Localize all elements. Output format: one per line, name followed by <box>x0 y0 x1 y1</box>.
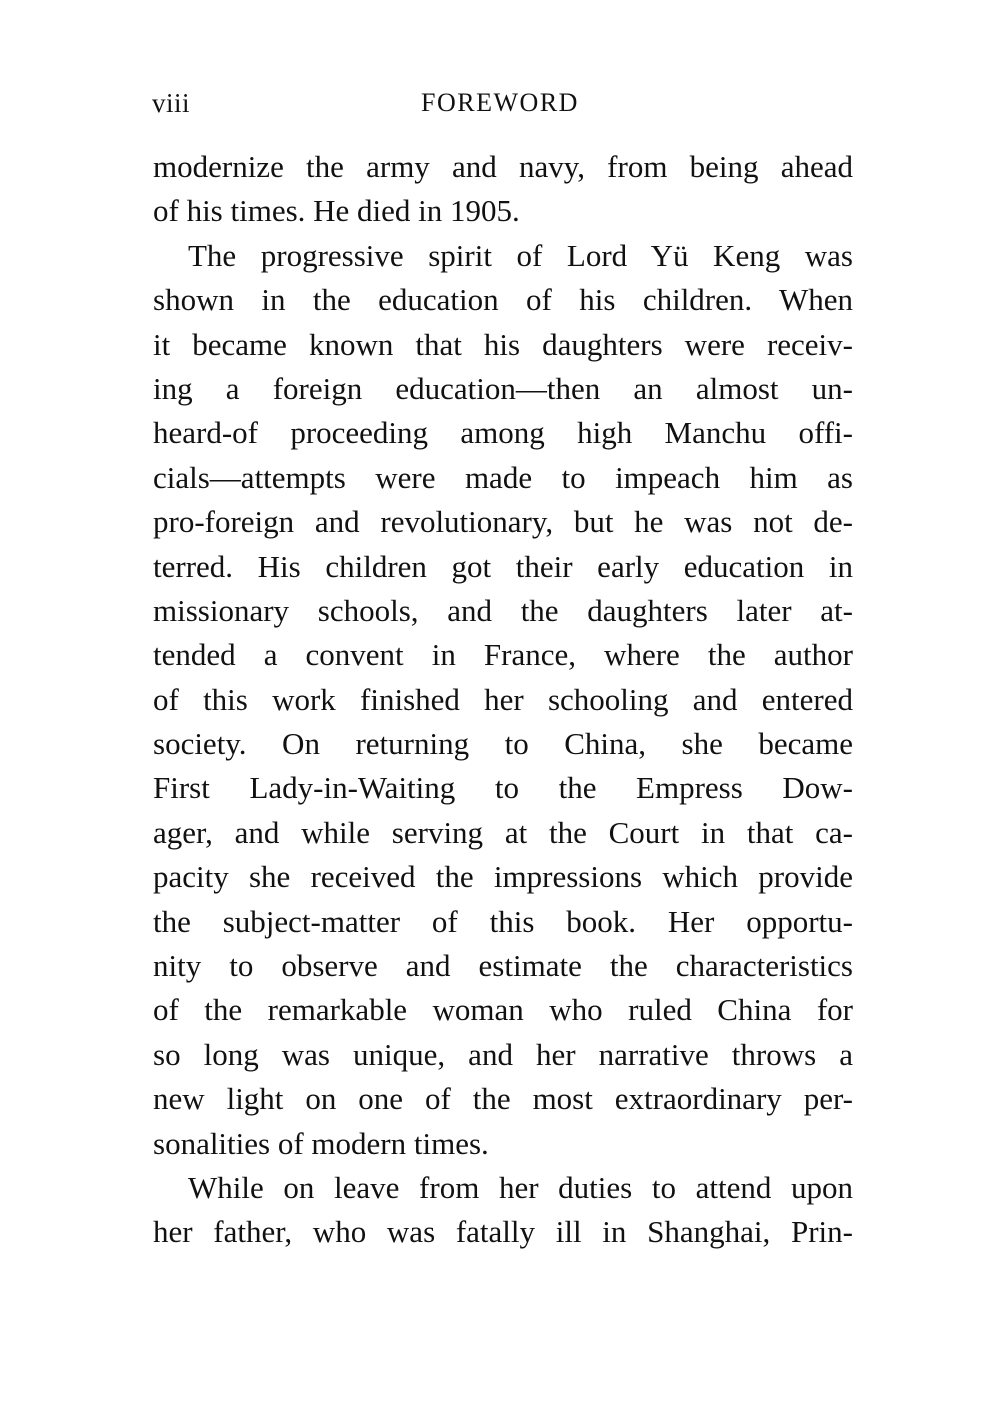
text-line: The progressive spirit of Lord Yü Keng was <box>188 237 853 273</box>
text-line: pro-foreign and revolutionary, but he was not de- <box>153 504 853 540</box>
text-line: terred. His children got their early education in <box>153 548 853 584</box>
page-number: viii <box>152 88 191 118</box>
text-line: ing a foreign education—then an almost un- <box>153 370 853 406</box>
text-line: modernize the army and navy, from being ahead <box>153 149 853 184</box>
text-line: pacity she received the impressions which provide <box>153 859 853 895</box>
text-line: of this work finished her schooling and entered <box>153 681 853 717</box>
text-line: society. On returning to China, she became <box>153 726 853 762</box>
text-line: it became known that his daughters were receiv- <box>153 326 853 362</box>
running-title: FOREWORD <box>421 88 579 117</box>
text-line: missionary schools, and the daughters later at- <box>153 592 853 628</box>
text-line: tended a convent in France, where the author <box>153 637 853 673</box>
text-line: her father, who was fatally ill in Shanghai, Prin- <box>153 1214 853 1250</box>
text-line: of his times. He died in 1905. <box>153 193 520 229</box>
text-line: First Lady-in-Waiting to the Empress Dow- <box>153 770 853 806</box>
text-line: nity to observe and estimate the characteristics <box>153 948 853 984</box>
text-line: sonalities of modern times. <box>153 1125 489 1161</box>
text-line: shown in the education of his children. When <box>153 282 853 318</box>
text-line: new light on one of the most extraordinary per- <box>153 1081 853 1117</box>
text-line: ager, and while serving at the Court in that ca- <box>153 814 853 850</box>
text-line: cials—attempts were made to impeach him as <box>153 459 853 495</box>
text-line: so long was unique, and her narrative throws a <box>153 1036 853 1072</box>
page-header <box>150 88 850 128</box>
text-line: heard-of proceeding among high Manchu offi- <box>153 415 853 451</box>
text-line: While on leave from her duties to attend upon <box>188 1169 853 1205</box>
text-line: of the remarkable woman who ruled China for <box>153 992 853 1028</box>
text-line: the subject-matter of this book. Her opportu- <box>153 903 853 939</box>
body-text <box>153 145 853 1255</box>
